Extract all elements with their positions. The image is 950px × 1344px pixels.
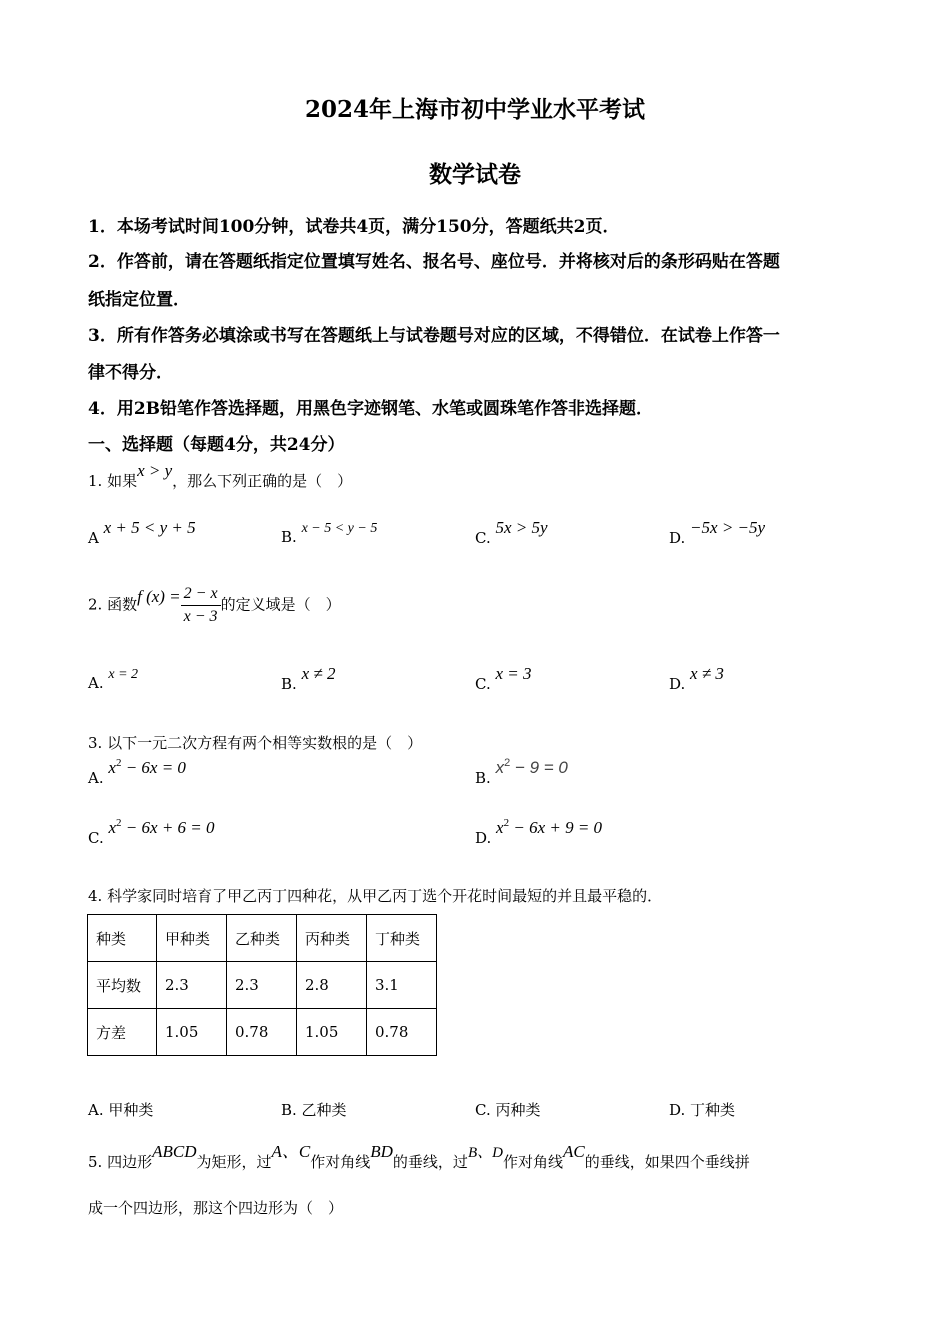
q1-post: ，那么下列正确的是（ ） xyxy=(172,472,353,490)
option-math: $x^2 - 9 = 0$ xyxy=(495,757,568,777)
table-cell: 平均数 xyxy=(88,962,157,1009)
q1-condition: x > y xyxy=(137,461,173,480)
q3-option-a xyxy=(88,757,186,788)
instruction-3b: 律不得分． xyxy=(88,363,173,383)
q2-option-c xyxy=(475,664,532,694)
table-cell: 甲种类 xyxy=(157,915,227,962)
flower-data-table xyxy=(87,914,437,1056)
option-label: B. xyxy=(281,528,297,546)
q5-text: 的垂线，如果四个垂线拼 xyxy=(584,1153,750,1171)
option-math: x ≠ 3 xyxy=(690,664,724,683)
fraction-numerator: 2 − x xyxy=(181,585,221,606)
table-cell: 0.78 xyxy=(367,1009,437,1056)
question-4: 4. 科学家同时培育了甲乙丙丁四种花，从甲乙丙丁选个开花时间最短的并且最平稳的． xyxy=(88,887,663,905)
q5-text: 作对角线 xyxy=(310,1153,371,1171)
q1-option-a xyxy=(88,518,196,548)
q5-math: A、C xyxy=(271,1142,311,1161)
instruction-3a: 3．所有作答务必填涂或书写在答题纸上与试卷题号对应的区域，不得错位．在试卷上作答一 xyxy=(88,326,780,346)
q5-math: ABCD xyxy=(152,1142,197,1161)
option-label: B. xyxy=(281,675,297,693)
q2-option-d xyxy=(669,664,724,694)
q3-option-d xyxy=(475,817,603,848)
option-math: 5x > 5y xyxy=(495,518,548,537)
q3-option-c xyxy=(88,817,215,848)
question-5 xyxy=(88,1142,750,1172)
q2-post: 的定义域是（ ） xyxy=(220,595,341,614)
option-label: C. xyxy=(88,829,104,847)
table-cell: 丁种类 xyxy=(367,915,437,962)
table-row xyxy=(88,962,437,1009)
option-label: D. xyxy=(669,675,686,693)
q3-option-b xyxy=(475,757,568,788)
option-math: x = 3 xyxy=(495,664,532,683)
q5-math: BD xyxy=(370,1142,393,1161)
option-label: A. xyxy=(88,769,104,787)
option-label: A. xyxy=(88,674,104,692)
instruction-2b: 纸指定位置． xyxy=(88,290,190,310)
question-5-line-2: 成一个四边形，那这个四边形为（ ） xyxy=(88,1199,344,1217)
option-math: x ≠ 2 xyxy=(301,664,336,683)
question-2 xyxy=(88,585,341,626)
q2-function: f (x) = xyxy=(137,586,181,606)
q1-option-d xyxy=(669,518,766,548)
table-cell: 乙种类 xyxy=(227,915,297,962)
table-cell: 0.78 xyxy=(227,1009,297,1056)
q5-math: B、D xyxy=(467,1145,503,1161)
q4-option-c: C. 丙种类 xyxy=(475,1101,541,1119)
table-cell: 方差 xyxy=(88,1009,157,1056)
table-row xyxy=(88,915,437,962)
option-math: $x^2 - 6x + 6 = 0$ xyxy=(108,817,215,837)
instruction-2a: 2．作答前，请在答题纸指定位置填写姓名、报名号、座位号．并将核对后的条形码贴在答题 xyxy=(88,252,780,272)
instruction-1: 1．本场考试时间100分钟，试卷共4页，满分150分，答题纸共2页． xyxy=(88,217,620,237)
table-cell: 种类 xyxy=(88,915,157,962)
table-cell: 1.05 xyxy=(297,1009,367,1056)
q5-text: 5. 四边形 xyxy=(88,1153,153,1171)
exam-title: 2024年上海市初中学业水平考试 xyxy=(304,96,645,123)
option-math: −5x > −5y xyxy=(690,518,766,537)
table-cell: 丙种类 xyxy=(297,915,367,962)
option-math: $x^2 - 6x = 0$ xyxy=(108,757,186,777)
q5-text: 为矩形，过 xyxy=(196,1153,272,1171)
q2-pre: 2. 函数 xyxy=(88,595,138,614)
option-math: x − 5 < y − 5 xyxy=(301,521,378,536)
option-math: x = 2 xyxy=(108,667,139,682)
q1-option-b xyxy=(281,521,378,547)
q2-fraction xyxy=(181,585,221,626)
q4-option-a: A. 甲种类 xyxy=(88,1101,154,1119)
q1-option-c xyxy=(475,518,548,548)
table-cell: 2.3 xyxy=(157,962,227,1009)
option-label: C. xyxy=(475,675,491,693)
q4-option-b: B. 乙种类 xyxy=(281,1101,347,1119)
question-3: 3. 以下一元二次方程有两个相等实数根的是（ ） xyxy=(88,734,423,752)
table-cell: 2.8 xyxy=(297,962,367,1009)
fraction-denominator: x − 3 xyxy=(183,608,218,625)
q5-text: 作对角线 xyxy=(502,1153,563,1171)
table-row xyxy=(88,1009,437,1056)
option-label: D. xyxy=(475,829,492,847)
q2-option-b xyxy=(281,664,336,694)
option-math: x + 5 < y + 5 xyxy=(103,518,196,537)
option-label: A xyxy=(88,529,99,547)
question-1 xyxy=(88,461,353,491)
option-label: D. xyxy=(669,529,686,547)
instruction-4: 4．用2B铅笔作答选择题，用黑色字迹钢笔、水笔或圆珠笔作答非选择题． xyxy=(88,399,654,419)
option-math: $x^2 - 6x + 9 = 0$ xyxy=(496,817,603,837)
table-cell: 3.1 xyxy=(367,962,437,1009)
q5-math: AC xyxy=(562,1142,585,1161)
q4-option-d: D. 丁种类 xyxy=(669,1101,736,1119)
exam-subtitle: 数学试卷 xyxy=(429,161,521,188)
q2-option-a xyxy=(88,667,139,693)
table-cell: 1.05 xyxy=(157,1009,227,1056)
q1-pre: 1. 如果 xyxy=(88,472,138,490)
q5-text: 的垂线，过 xyxy=(392,1153,468,1171)
section-heading: 一、选择题（每题4分，共24分） xyxy=(88,435,345,455)
option-label: C. xyxy=(475,529,491,547)
option-label: B. xyxy=(475,769,491,787)
table-cell: 2.3 xyxy=(227,962,297,1009)
